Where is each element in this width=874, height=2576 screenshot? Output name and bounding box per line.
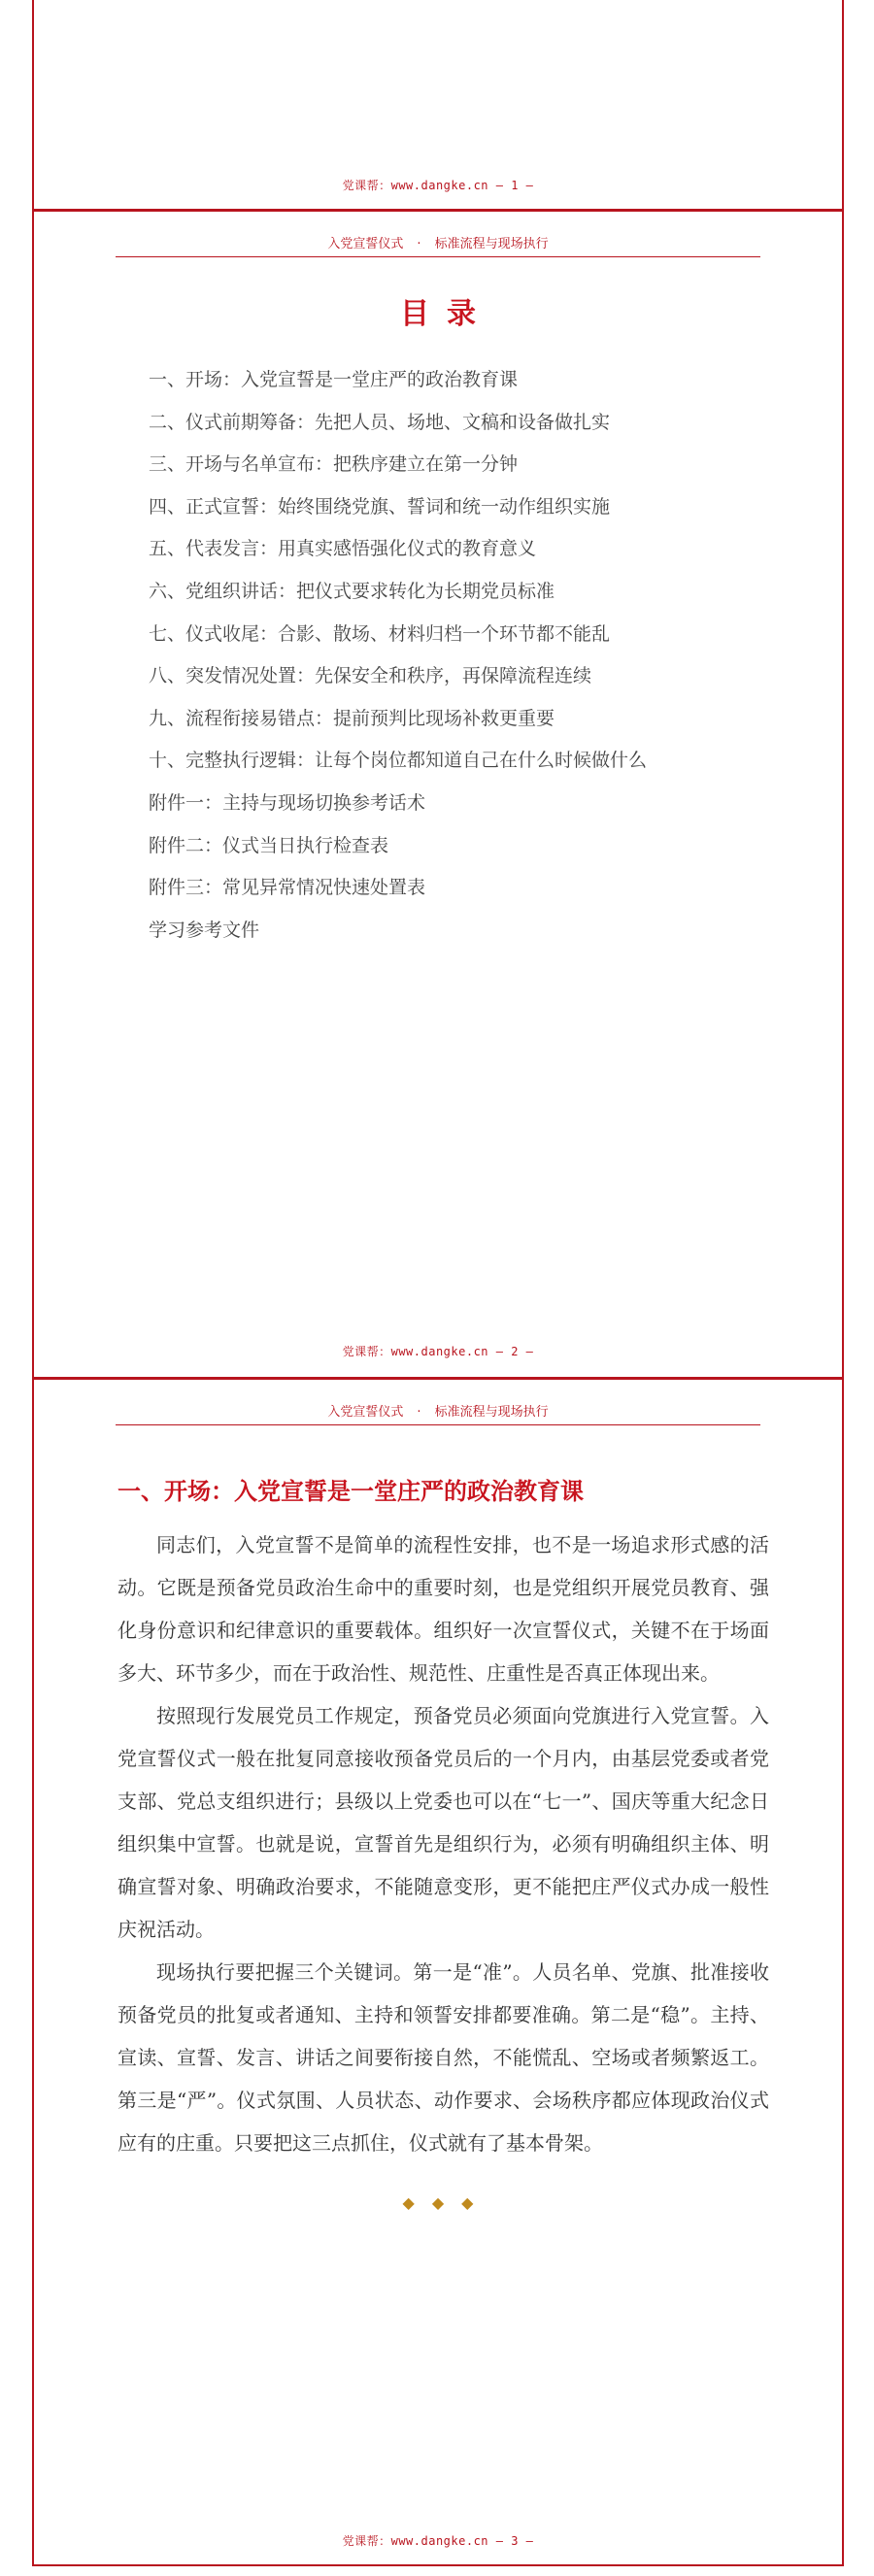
toc-item[interactable]: 附件一：主持与现场切换参考话术 xyxy=(149,791,426,814)
running-header-dot: · xyxy=(417,1405,421,1420)
header-divider xyxy=(116,256,760,257)
page-footer: 党课帮：www.dangke.cn — 3 — xyxy=(342,2534,534,2548)
running-header xyxy=(34,1401,842,1420)
diamond-ornament: ◆◆◆ xyxy=(402,2193,491,2212)
paragraph: 现场执行要把握三个关键词。第一是“准”。人员名单、党旗、批准接收预备党员的批复或者通知、主持和领誓安排都要准确。第二是“稳”。主持、宣读、宣誓、发言、讲话之间要衔接自然，不能慌乱、空场或者频繁返工。第三是“严”。仪式氛围、人员状态、动作要求、会场秩序都应体现政治仪式应有的庄重。只要把这三点抓住，仪式就有了基本骨架。 xyxy=(118,1960,769,2155)
toc-item[interactable]: 八、突发情况处置：先保安全和秩序，再保障流程连续 xyxy=(149,665,592,687)
toc-item[interactable]: 一、开场：入党宣誓是一堂庄严的政治教育课 xyxy=(149,369,519,390)
running-header-right: 标准流程与现场执行 xyxy=(434,1405,549,1420)
toc-item[interactable]: 二、仪式前期筹备：先把人员、场地、文稿和设备做扎实 xyxy=(149,411,611,433)
paragraph: 按照现行发展党员工作规定，预备党员必须面向党旗进行入党宣誓。入党宣誓仪式一般在批复同意接收预备党员后的一个月内，由基层党委或者党支部、党总支组织进行；县级以上党委也可以在“七一”、国庆等重大纪念日组织集中宣誓。也就是说，宣誓首先是组织行为，必须有明确组织主体、明确宣誓对象、明确政治要求，不能随意变形，更不能把庄严仪式办成一般性庆祝活动。 xyxy=(118,1704,769,1941)
toc-title: 目录 xyxy=(400,297,493,331)
running-header xyxy=(34,233,842,251)
toc-item[interactable]: 九、流程衔接易错点：提前预判比现场补救更重要 xyxy=(149,707,555,729)
toc-item[interactable]: 附件三：常见异常情况快速处置表 xyxy=(149,877,426,899)
running-header-left: 入党宣誓仪式 xyxy=(327,237,404,251)
toc-item[interactable]: 五、代表发言：用真实感悟强化仪式的教育意义 xyxy=(149,538,537,560)
page-footer: 党课帮：www.dangke.cn — 2 — xyxy=(342,1345,534,1358)
toc-list xyxy=(149,359,784,952)
section-body xyxy=(118,1523,769,2164)
toc-item[interactable]: 六、党组织讲话：把仪式要求转化为长期党员标准 xyxy=(149,580,555,602)
running-header-dot: · xyxy=(417,237,421,251)
header-divider xyxy=(116,1424,760,1425)
toc-item[interactable]: 七、仪式收尾：合影、散场、材料归档一个环节都不能乱 xyxy=(149,622,611,645)
toc-item[interactable]: 学习参考文件 xyxy=(149,919,260,941)
page-2 xyxy=(32,212,844,1380)
toc-item[interactable]: 三、开场与名单宣布：把秩序建立在第一分钟 xyxy=(149,453,519,476)
running-header-left: 入党宣誓仪式 xyxy=(327,1405,404,1420)
toc-item[interactable]: 附件二：仪式当日执行检查表 xyxy=(149,834,389,856)
toc-item[interactable]: 四、正式宣誓：始终围绕党旗、誓词和统一动作组织实施 xyxy=(149,495,611,518)
section-title: 一、开场：入党宣誓是一堂庄严的政治教育课 xyxy=(118,1478,584,1505)
paragraph: 同志们，入党宣誓不是简单的流程性安排，也不是一场追求形式感的活动。它既是预备党员政治生命中的重要时刻，也是党组织开展党员教育、强化身份意识和纪律意识的重要载体。组织好一次宣誓仪式，关键不在于场面多大、环节多少，而在于政治性、规范性、庄重性是否真正体现出来。 xyxy=(118,1533,769,1685)
page-footer: 党课帮：www.dangke.cn — 1 — xyxy=(342,179,534,192)
toc-item[interactable]: 十、完整执行逻辑：让每个岗位都知道自己在什么时候做什么 xyxy=(149,750,648,772)
running-header-right: 标准流程与现场执行 xyxy=(434,237,549,251)
page-3 xyxy=(32,1380,844,2566)
page-1 xyxy=(32,0,844,212)
